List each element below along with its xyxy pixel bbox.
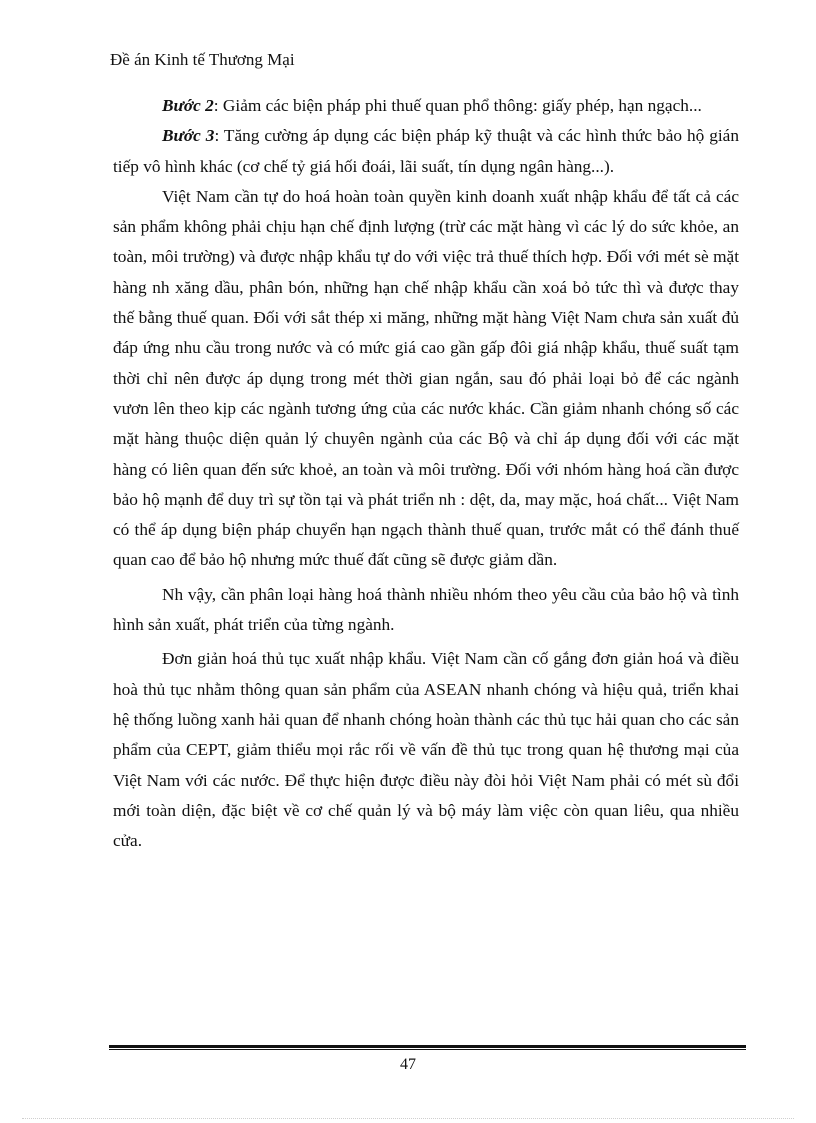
step-label: Bước 3 xyxy=(162,126,215,146)
step-label: Bước 2 xyxy=(162,96,214,115)
paragraph-step-3 xyxy=(113,121,739,182)
document-header: Đề án Kinh tế Thương Mại xyxy=(110,50,295,69)
footer-double-rule xyxy=(109,1045,746,1050)
paragraph-trade-liberalization: Việt Nam cần tự do hoá hoàn toàn quyền kinh doanh xuất nhập khẩu để tất cả các sản phẩm không phải chịu hạn chế định lượng (trừ các mặt hàng vì các lý do sức khỏe, an toàn, môi trường) và được nhập khẩu tự do với việc trả thuế thích hợp. Đối với mét sè mặt hàng nh xăng dầu, phân bón, những hạn chế nhập khẩu cần xoá bỏ tức thì và được thay thế bằng thuế quan. Đối với sắt thép xi măng, những mặt hàng Việt Nam chưa sản xuất đủ đáp ứng nhu cầu trong nước và có mức giá cao gần gấp đôi giá nhập khẩu, thuế suất tạm thời chỉ nên được áp dụng trong mét thời gian ngắn, sau đó phải loại bỏ để các ngành vươn lên theo kịp các ngành tương ứng của các nước khác. Cần giảm nhanh chóng số các mặt hàng thuộc diện quản lý chuyên ngành của các Bộ và chỉ áp dụng đối với các mặt hàng có liên quan đến sức khoẻ, an toàn và môi trường. Đối với nhóm hàng hoá cần được bảo hộ mạnh để duy trì sự tồn tại và phát triển nh : dệt, da, may mặc, hoá chất... Việt Nam có thể áp dụng biện pháp chuyển hạn ngạch thành thuế quan, trước mắt có thể đánh thuế quan cao để bảo hộ nhưng mức thuế đất cũng sẽ được giảm dần. xyxy=(113,186,739,570)
paragraph-customs-procedures: Đơn giản hoá thủ tục xuất nhập khẩu. Việt Nam cần cố gắng đơn giản hoá và điều hoà thủ tục nhằm thông quan sản phẩm của ASEAN nhanh chóng và hiệu quả, triển khai hệ thống luồng xanh hải quan để nhanh chóng hoàn thành các thủ tục hải quan cho các sản phẩm của CEPT, giảm thiểu mọi rắc rối về vấn đề thủ tục trong quan hệ thương mại của Việt Nam với các nước. Để thực hiện được điều này đòi hỏi Việt Nam phải có mét sù đổi mới toàn diện, đặc biệt về cơ chế quản lý và bộ máy làm việc còn quan liêu, qua nhiều cửa. xyxy=(113,649,739,851)
paragraph-text: : Giảm các biện pháp phi thuế quan phổ thông: giấy phép, hạn ngạch... xyxy=(213,96,702,115)
paragraph-classification: Nh vậy, cần phân loại hàng hoá thành nhiều nhóm theo yêu cầu của bảo hộ và tình hình sản xuất, phát triển của từng ngành. xyxy=(113,584,739,635)
page-number: 47 xyxy=(400,1056,416,1073)
document-body xyxy=(113,91,739,856)
page-edge-divider xyxy=(22,1118,794,1119)
paragraph-text: : Tăng cường áp dụng các biện pháp kỹ thuật và các hình thức bảo hộ gián tiếp vô hình khác (cơ chế tỷ giá hối đoái, lãi suất, tín dụng ngân hàng...). xyxy=(113,126,739,176)
paragraph-step-2 xyxy=(113,91,739,121)
